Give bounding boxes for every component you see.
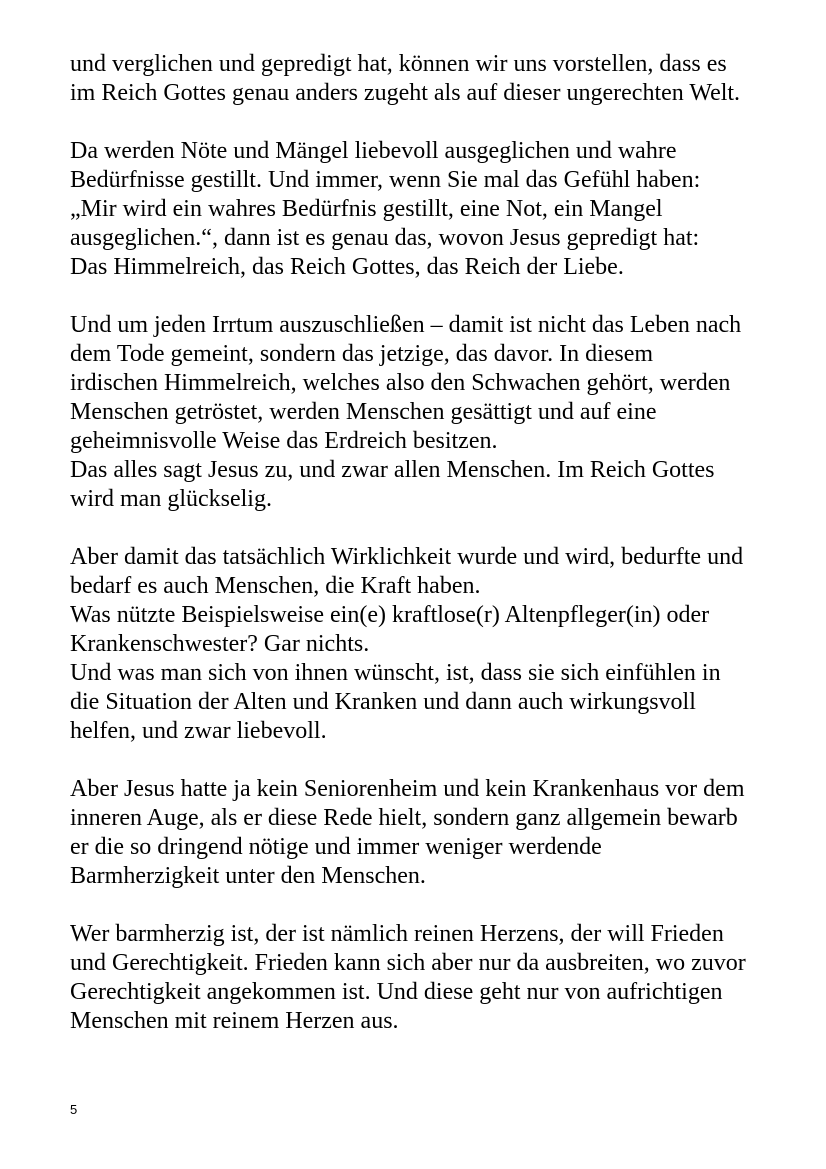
text-line: die Situation der Alten und Kranken und dann auch wirkungsvoll [70, 689, 696, 715]
document-body [70, 50, 790, 1065]
text-line: Menschen getröstet, werden Menschen gesättigt und auf eine [70, 399, 657, 425]
text-line: Aber damit das tatsächlich Wirklichkeit wurde und wird, bedurfte und [70, 544, 744, 570]
text-line: Menschen mit reinem Herzen aus. [70, 1008, 399, 1034]
text-line: Aber Jesus hatte ja kein Seniorenheim und kein Krankenhaus vor dem [70, 776, 745, 802]
text-line: und Gerechtigkeit. Frieden kann sich aber nur da ausbreiten, wo zuvor [70, 950, 746, 976]
text-line: Was nützte Beispielsweise ein(e) kraftlose(r) Altenpfleger(in) oder [70, 602, 710, 628]
text-line: irdischen Himmelreich, welches also den Schwachen gehört, werden [70, 370, 731, 396]
text-line: und verglichen und gepredigt hat, können wir uns vorstellen, dass es [70, 51, 727, 77]
text-line: Und um jeden Irrtum auszuschließen – damit ist nicht das Leben nach [70, 312, 742, 338]
paragraph-5 [70, 775, 790, 891]
paragraph-3 [70, 311, 790, 514]
text-line: geheimnisvolle Weise das Erdreich besitzen. [70, 428, 498, 454]
paragraph-1 [70, 50, 790, 108]
text-line: Das alles sagt Jesus zu, und zwar allen Menschen. Im Reich Gottes [70, 457, 715, 483]
text-line: Da werden Nöte und Mängel liebevoll ausgeglichen und wahre [70, 138, 677, 164]
text-line: Wer barmherzig ist, der ist nämlich reinen Herzens, der will Frieden [70, 921, 724, 947]
text-line: Bedürfnisse gestillt. Und immer, wenn Sie mal das Gefühl haben: [70, 167, 701, 193]
text-line: inneren Auge, als er diese Rede hielt, sondern ganz allgemein bewarb [70, 805, 738, 831]
text-line: helfen, und zwar liebevoll. [70, 718, 327, 744]
paragraph-6 [70, 920, 790, 1036]
text-line: ausgeglichen.“, dann ist es genau das, wovon Jesus gepredigt hat: [70, 225, 700, 251]
text-line: dem Tode gemeint, sondern das jetzige, das davor. In diesem [70, 341, 654, 367]
text-line: wird man glückselig. [70, 486, 272, 512]
text-line: Das Himmelreich, das Reich Gottes, das Reich der Liebe. [70, 254, 624, 280]
text-line: Barmherzigkeit unter den Menschen. [70, 863, 426, 889]
text-line: Krankenschwester? Gar nichts. [70, 631, 370, 657]
text-line: bedarf es auch Menschen, die Kraft haben. [70, 573, 481, 599]
text-line: Und was man sich von ihnen wünscht, ist, dass sie sich einfühlen in [70, 660, 721, 686]
text-line: Gerechtigkeit angekommen ist. Und diese geht nur von aufrichtigen [70, 979, 723, 1005]
text-line: er die so dringend nötige und immer weniger werdende [70, 834, 602, 860]
text-line: „Mir wird ein wahres Bedürfnis gestillt, eine Not, ein Mangel [70, 196, 663, 222]
paragraph-4 [70, 543, 790, 746]
page-number: 5 [70, 1102, 78, 1117]
paragraph-2 [70, 137, 790, 282]
text-line: im Reich Gottes genau anders zugeht als auf dieser ungerechten Welt. [70, 80, 741, 106]
